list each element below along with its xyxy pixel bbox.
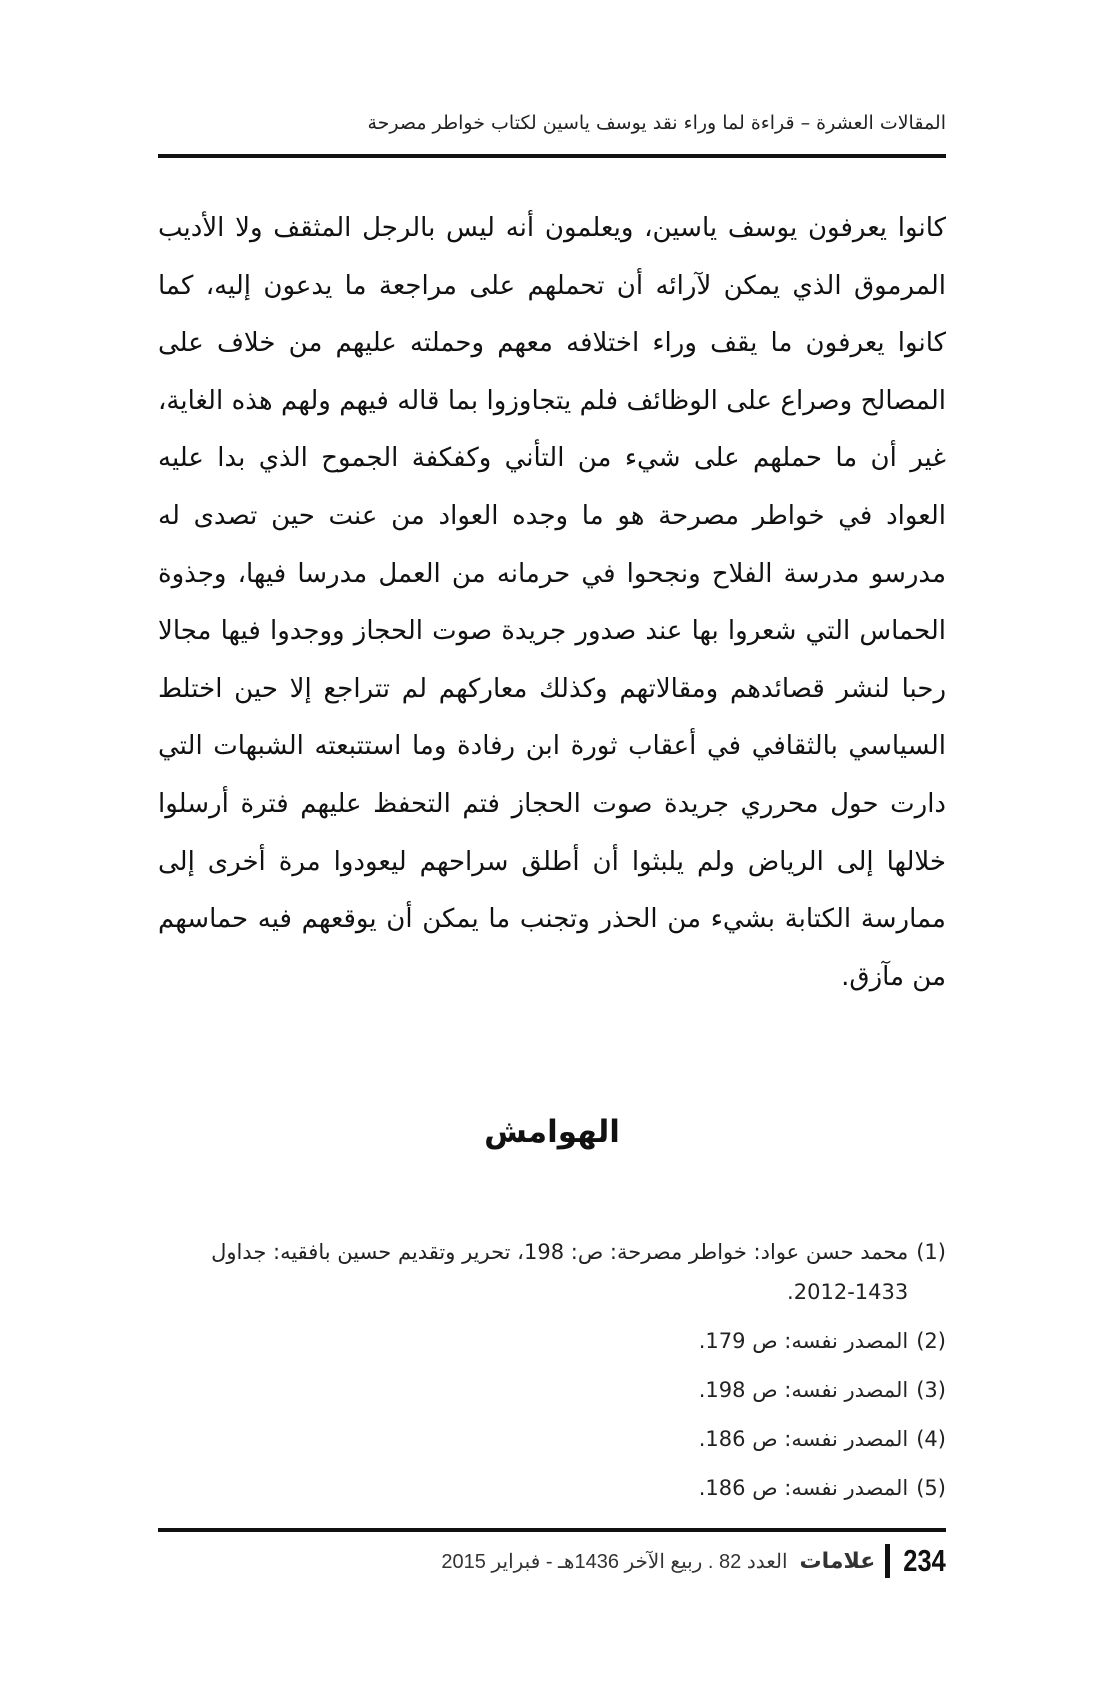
footer-rule xyxy=(158,1528,946,1532)
footnote-number: (3) xyxy=(916,1378,946,1402)
page-footer xyxy=(158,1538,946,1584)
footnote-number: (1) xyxy=(916,1240,946,1264)
page-number: 234 xyxy=(903,1543,946,1578)
body-paragraph: كانوا يعرفون يوسف ياسين، ويعلمون أنه ليس بالرجل المثقف ولا الأديب المرموق الذي يمكن لآرائه أن تحملهم على مراجعة ما يدعون إليه، كما كانوا يعرفون ما يقف وراء اختلافه معهم وحملته عليهم من خلاف على المصالح وصراع على الوظائف فلم يتجاوزوا بما قاله فيهم ولهم هذه الغاية، غير أن ما حملهم على شيء من التأني وكفكفة الجموح الذي بدا عليه العواد في خواطر مصرحة هو ما وجده العواد من عنت حين تصدى له مدرسو مدرسة الفلاح ونجحوا في حرمانه من العمل مدرسا فيها، وجذوة الحماس التي شعروا بها عند صدور جريدة صوت الحجاز ووجدوا فيها مجالا رحبا لنشر قصائدهم ومقالاتهم وكذلك معاركهم لم تتراجع إلا حين اختلط السياسي بالثقافي في أعقاب ثورة ابن رفادة وما استتبعته الشبهات التي دارت حول محرري جريدة صوت الحجاز فتم التحفظ عليهم فترة أرسلوا خلالها إلى الرياض ولم يلبثوا أن أطلق سراحهم ليعودوا مرة أخرى إلى ممارسة الكتابة بشيء من الحذر وتجنب ما يمكن أن يوقعهم فيه حماسهم من مآزق. xyxy=(158,213,946,992)
footer-divider xyxy=(885,1544,890,1578)
footnote-text: المصدر نفسه: ص 186. xyxy=(698,1427,909,1451)
footnote-text: محمد حسن عواد: خواطر مصرحة: ص: 198، تحرير وتقديم حسين بافقيه: جداول 1433-2012. xyxy=(211,1240,909,1304)
running-header: المقالات العشرة – قراءة لما وراء نقد يوسف ياسين لكتاب خواطر مصرحة xyxy=(367,112,946,134)
footnote-item xyxy=(158,1370,946,1410)
footnotes-list xyxy=(158,1232,946,1517)
footnote-text: المصدر نفسه: ص 198. xyxy=(698,1378,909,1402)
footnote-number: (2) xyxy=(916,1329,946,1353)
footnote-text: المصدر نفسه: ص 179. xyxy=(698,1329,909,1353)
magazine-logo: علامات xyxy=(799,1548,876,1574)
footnote-item xyxy=(158,1321,946,1361)
footnote-number: (5) xyxy=(916,1476,946,1500)
footnote-item xyxy=(158,1232,946,1312)
footnote-item xyxy=(158,1419,946,1459)
notes-heading: الهوامش xyxy=(484,1114,620,1150)
header-rule xyxy=(158,154,946,158)
footnote-text: المصدر نفسه: ص 186. xyxy=(698,1476,909,1500)
footnote-number: (4) xyxy=(916,1427,946,1451)
footnote-item xyxy=(158,1468,946,1508)
issue-info: العدد 82 . ربيع الآخر 1436هـ - فبراير 2015 xyxy=(441,1550,788,1573)
